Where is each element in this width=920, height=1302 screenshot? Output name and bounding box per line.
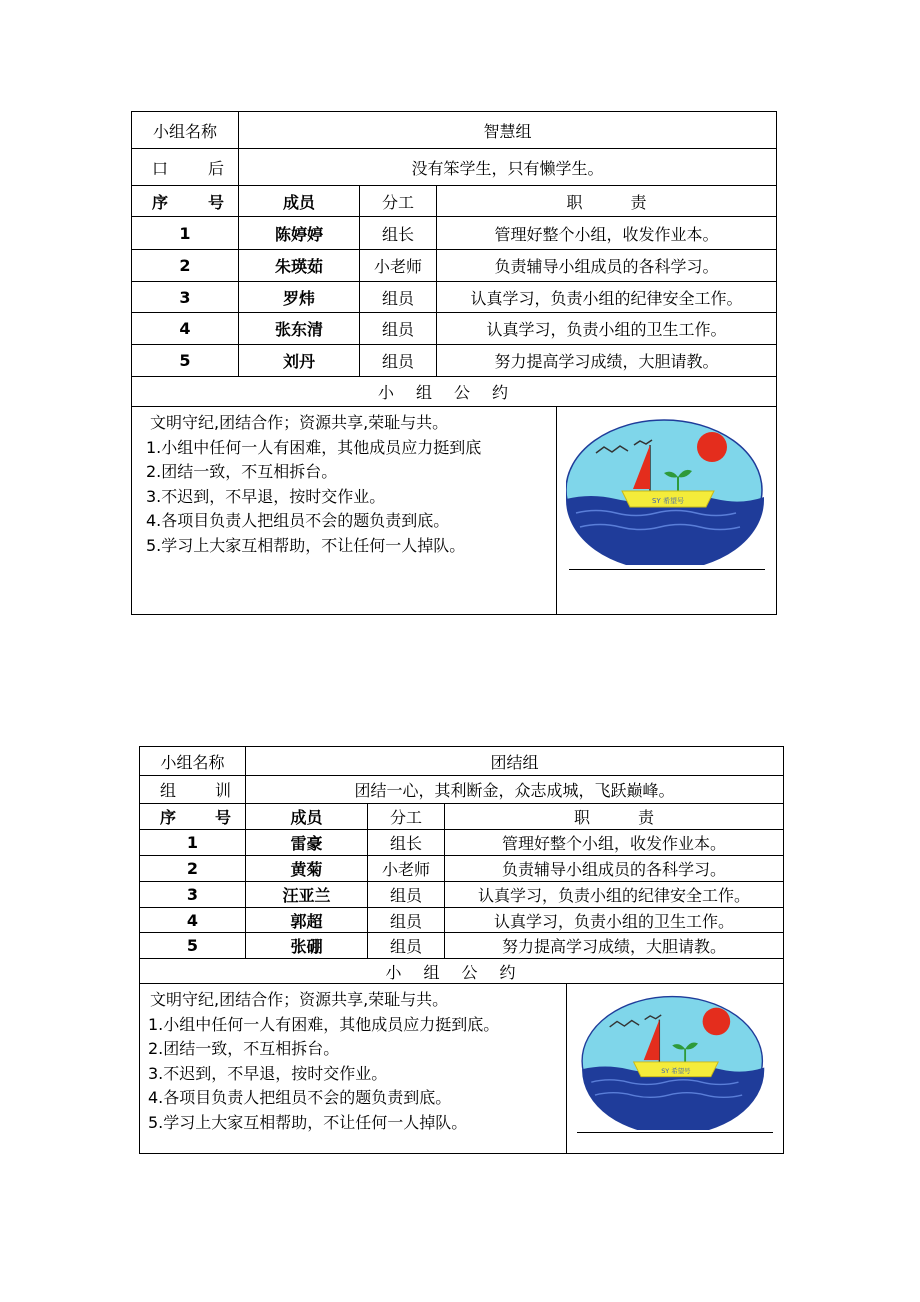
member-no: 1: [140, 830, 246, 856]
member-no: 1: [132, 217, 239, 250]
motto-label-b: 后: [207, 158, 224, 178]
pact-title: [140, 959, 784, 984]
group-name: 团结组: [246, 747, 784, 776]
member-duty: 认真学习，负责小组的卫生工作。: [445, 908, 784, 933]
member-row: [140, 830, 784, 856]
pact-title: [132, 377, 777, 407]
member-row: [132, 345, 777, 377]
boat-logo-icon: [577, 992, 773, 1130]
member-no: 3: [140, 882, 246, 908]
member-role: 组长: [368, 830, 445, 856]
member-name: 雷豪: [246, 830, 368, 856]
pact-content: [132, 407, 557, 615]
boat-text: SY 希望号: [661, 1066, 691, 1075]
member-row: [140, 882, 784, 908]
member-name: 汪亚兰: [246, 882, 368, 908]
member-row: [132, 217, 777, 250]
member-duty: 负责辅导小组成员的各科学习。: [437, 250, 777, 282]
header-row: [132, 186, 777, 217]
member-duty: 认真学习，负责小组的纪律安全工作。: [445, 882, 784, 908]
member-no: 2: [140, 856, 246, 882]
header-row: [140, 804, 784, 830]
member-name: 罗炜: [239, 282, 360, 313]
member-no: 5: [140, 933, 246, 959]
member-duty: 负责辅导小组成员的各科学习。: [445, 856, 784, 882]
pact-line: 1.小组中任何一人有困难，其他成员应力挺到底: [146, 437, 482, 457]
boat-text: SY 希望号: [651, 497, 684, 505]
member-name: 陈婷婷: [239, 217, 360, 250]
member-role: 小老师: [368, 856, 445, 882]
pact-line: 4.各项目负责人把组员不会的题负责到底。: [146, 511, 450, 530]
pact-line: 1.小组中任何一人有困难，其他成员应力挺到底。: [148, 1014, 500, 1034]
group-motto: 没有笨学生，只有懒学生。: [239, 149, 777, 186]
group-name-label: 小组名称: [132, 112, 239, 149]
member-name: 黄菊: [246, 856, 368, 882]
member-name: 朱瑛茹: [239, 250, 360, 282]
member-no: 2: [132, 250, 239, 282]
member-role: 组长: [360, 217, 437, 250]
header-duty: 职 责: [445, 804, 784, 830]
member-role: 组员: [360, 345, 437, 377]
header-role: 分工: [360, 186, 437, 217]
member-row: [140, 933, 784, 959]
pact-line: 4.各项目负责人把组员不会的题负责到底。: [148, 1088, 452, 1107]
member-no: 4: [132, 313, 239, 345]
group-motto: 团结一心，其利断金，众志成城，飞跃巅峰。: [246, 776, 784, 804]
motto-label: [140, 776, 246, 804]
member-name: 张硼: [246, 933, 368, 959]
pact-line: 文明守纪,团结合作；资源共享,荣耻与共。: [150, 413, 449, 432]
header-member: 成员: [246, 804, 368, 830]
logo-underline: [577, 1132, 773, 1133]
boat-logo-icon: [566, 415, 768, 565]
header-duty: 职 责: [437, 186, 777, 217]
pact-line: 2.团结一致，不互相拆台。: [148, 1039, 340, 1058]
motto-label: [132, 149, 239, 186]
member-role: 小老师: [360, 250, 437, 282]
header-no-b: 号: [214, 808, 231, 827]
member-row: [132, 250, 777, 282]
member-row: [140, 908, 784, 933]
member-no: 3: [132, 282, 239, 313]
pact-title-text: 小组公约: [378, 383, 531, 402]
member-row: [132, 313, 777, 345]
header-no-a: 序: [160, 808, 177, 827]
pact-title-text: 小组公约: [385, 962, 538, 982]
pact-content: [140, 984, 567, 1154]
header-no-a: 序: [152, 192, 169, 212]
header-no: [140, 804, 246, 830]
member-name: 张东清: [239, 313, 360, 345]
member-row: [132, 282, 777, 313]
group-name-label: 小组名称: [140, 747, 246, 776]
member-role: 组员: [360, 282, 437, 313]
member-duty: 管理好整个小组，收发作业本。: [445, 830, 784, 856]
pact-line: 3.不迟到，不早退，按时交作业。: [146, 486, 386, 506]
member-name: 郭超: [246, 908, 368, 933]
motto-label-b: 训: [214, 781, 231, 800]
motto-label-a: 口: [152, 158, 169, 178]
member-duty: 管理好整个小组，收发作业本。: [437, 217, 777, 250]
pact-line: 文明守纪,团结合作；资源共享,荣耻与共。: [150, 990, 449, 1009]
member-row: [140, 856, 784, 882]
member-duty: 认真学习，负责小组的卫生工作。: [437, 313, 777, 345]
header-member: 成员: [239, 186, 360, 217]
member-no: 5: [132, 345, 239, 377]
pact-line: 3.不迟到，不早退，按时交作业。: [148, 1063, 388, 1083]
group-card-2: [139, 746, 784, 1154]
member-role: 组员: [368, 933, 445, 959]
group-name: 智慧组: [239, 112, 777, 149]
member-name: 刘丹: [239, 345, 360, 377]
header-no: [132, 186, 239, 217]
member-duty: 认真学习，负责小组的纪律安全工作。: [437, 282, 777, 313]
motto-label-a: 组: [160, 781, 177, 800]
pact-line: 2.团结一致，不互相拆台。: [146, 462, 338, 481]
group-card-1: [131, 111, 777, 615]
header-role: 分工: [368, 804, 445, 830]
member-role: 组员: [368, 908, 445, 933]
logo-cell: [567, 984, 784, 1154]
logo-cell: [557, 407, 777, 615]
member-no: 4: [140, 908, 246, 933]
pact-line: 5.学习上大家互相帮助，不让任何一人掉队。: [146, 535, 466, 555]
member-role: 组员: [360, 313, 437, 345]
member-duty: 努力提高学习成绩，大胆请教。: [445, 933, 784, 959]
member-duty: 努力提高学习成绩，大胆请教。: [437, 345, 777, 377]
member-role: 组员: [368, 882, 445, 908]
logo-underline: [569, 569, 765, 570]
header-no-b: 号: [207, 192, 224, 212]
pact-line: 5.学习上大家互相帮助，不让任何一人掉队。: [148, 1112, 468, 1132]
